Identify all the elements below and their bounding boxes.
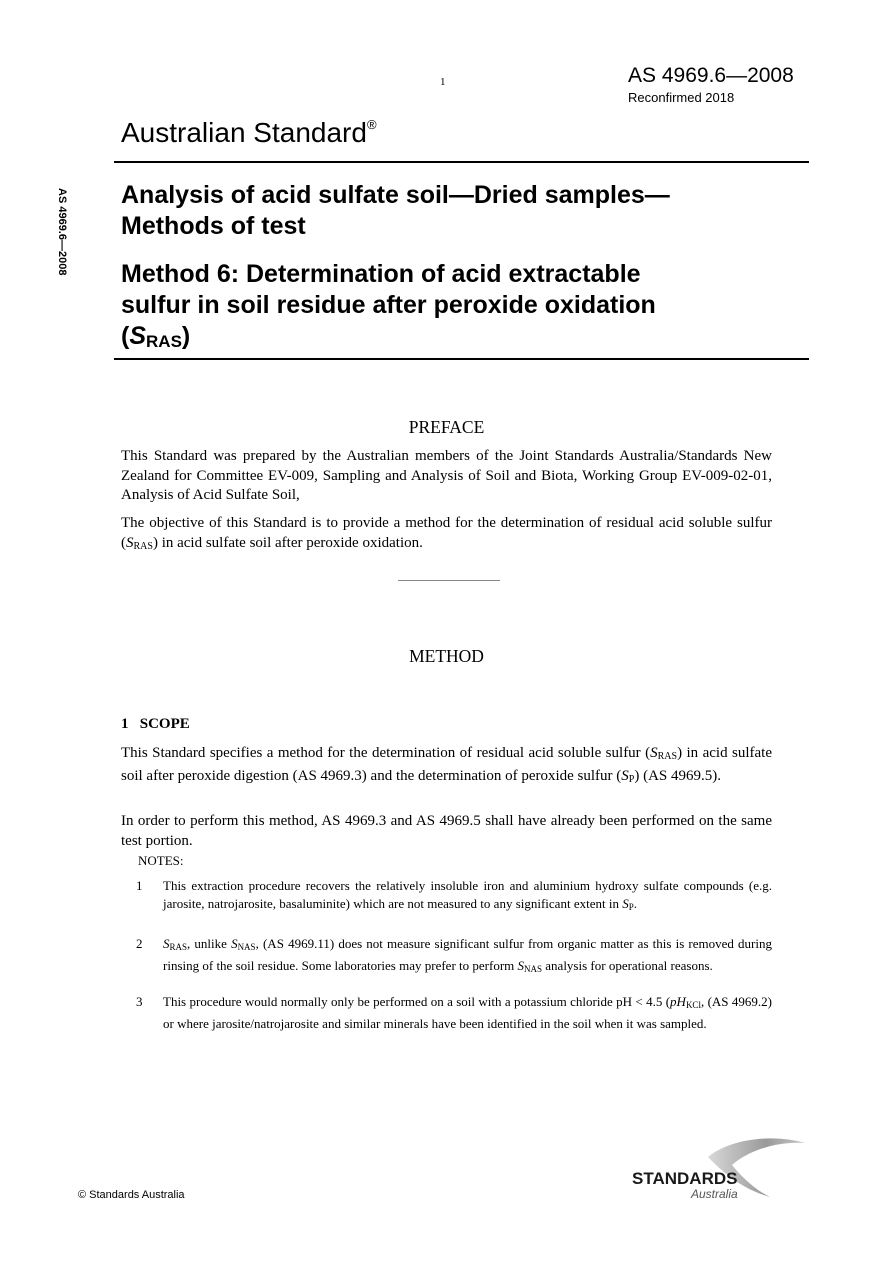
preface-paragraph-2: The objective of this Standard is to provide a method for the determination of residual acid soluble sulfur $(S_{RAS})$ in acid sulfate soil after peroxide oxidation. — [121, 515, 772, 552]
note-number: 2 — [136, 936, 143, 951]
title-line-1: Analysis of acid sulfate soil—Dried samples— — [121, 181, 670, 209]
section-divider — [398, 580, 500, 581]
logo-subtitle: Australia — [691, 1187, 738, 1201]
spine-standard-code: AS 4969.6—2008 — [56, 188, 68, 276]
document-title — [121, 180, 670, 242]
page-number: 1 — [440, 76, 446, 88]
method-symbol: $(S_{RAS})$ — [121, 322, 191, 351]
scope-heading: 1 SCOPE — [121, 716, 190, 732]
symbol-subscript: RAS — [146, 332, 182, 351]
standards-australia-logo — [620, 1135, 815, 1205]
symbol-s: S — [129, 322, 147, 350]
method-title — [121, 259, 656, 357]
reconfirmed-label: Reconfirmed 2018 — [628, 90, 735, 105]
note-number: 3 — [136, 994, 143, 1009]
notes-label: NOTES: — [138, 853, 184, 868]
copyright-notice: © Standards Australia — [78, 1189, 185, 1201]
note-item — [136, 877, 772, 916]
note-text: This extraction procedure recovers the relatively insoluble iron and aluminium hydroxy sulfate compounds (e.g. jarosite, natrojarosite, basaluminite) which are not measured to any significant extent in $S_P$. — [163, 878, 772, 912]
note-text: This procedure would normally only be performed on a soil with a potassium chloride pH < 4.5 ($pH_{KCl}$, (AS 4969.2) or where jarosite/natrojarosite and similar minerals have been identified in the soil when it was sampled. — [163, 994, 772, 1031]
note-text: $S_{RAS}$, unlike $S_{NAS}$, (AS 4969.11) does not measure significant sulfur from organic matter as this is removed during rinsing of the soil residue. Some laboratories may prefer to perform $S_{NAS}$ analysis for operational reasons. — [163, 936, 772, 974]
title-bottom-rule — [114, 358, 809, 360]
note-item — [136, 993, 772, 1032]
preface-heading: PREFACE — [408, 417, 485, 437]
method-title-line-1: Method 6: Determination of acid extractable — [121, 260, 641, 288]
preface-paragraph-1: This Standard was prepared by the Australian members of the Joint Standards Australia/Standards New Zealand for Committee EV-009, Sampling and Analysis of Soil and Biota, Working Group EV-009-02-01, Analysis of Acid Sulfate Soil, — [121, 448, 772, 503]
title-line-2: Methods of test — [121, 212, 306, 240]
top-rule — [114, 161, 809, 163]
standard-code: AS 4969.6—2008 — [628, 64, 794, 87]
standard-type-text: Australian Standard — [121, 117, 367, 148]
logo-wordmark: STANDARDS — [632, 1169, 738, 1188]
note-item — [136, 935, 772, 978]
note-number: 1 — [136, 878, 143, 893]
standard-type-heading — [121, 117, 377, 149]
scope-paragraph-1: This Standard specifies a method for the determination of residual acid soluble sulfur $(S_{RAS})$ in acid sulfate soil after peroxide digestion (AS 4969.3) and the determination of peroxide sulfur $(S_P)$ (AS 4969.5). — [121, 745, 772, 785]
registered-mark: ® — [366, 116, 377, 132]
method-title-line-2: sulfur in soil residue after peroxide oxidation — [121, 291, 656, 319]
method-heading: METHOD — [409, 646, 484, 666]
scope-paragraph-2: In order to perform this method, AS 4969.3 and AS 4969.5 shall have already been performed on the same test portion. — [121, 813, 772, 849]
